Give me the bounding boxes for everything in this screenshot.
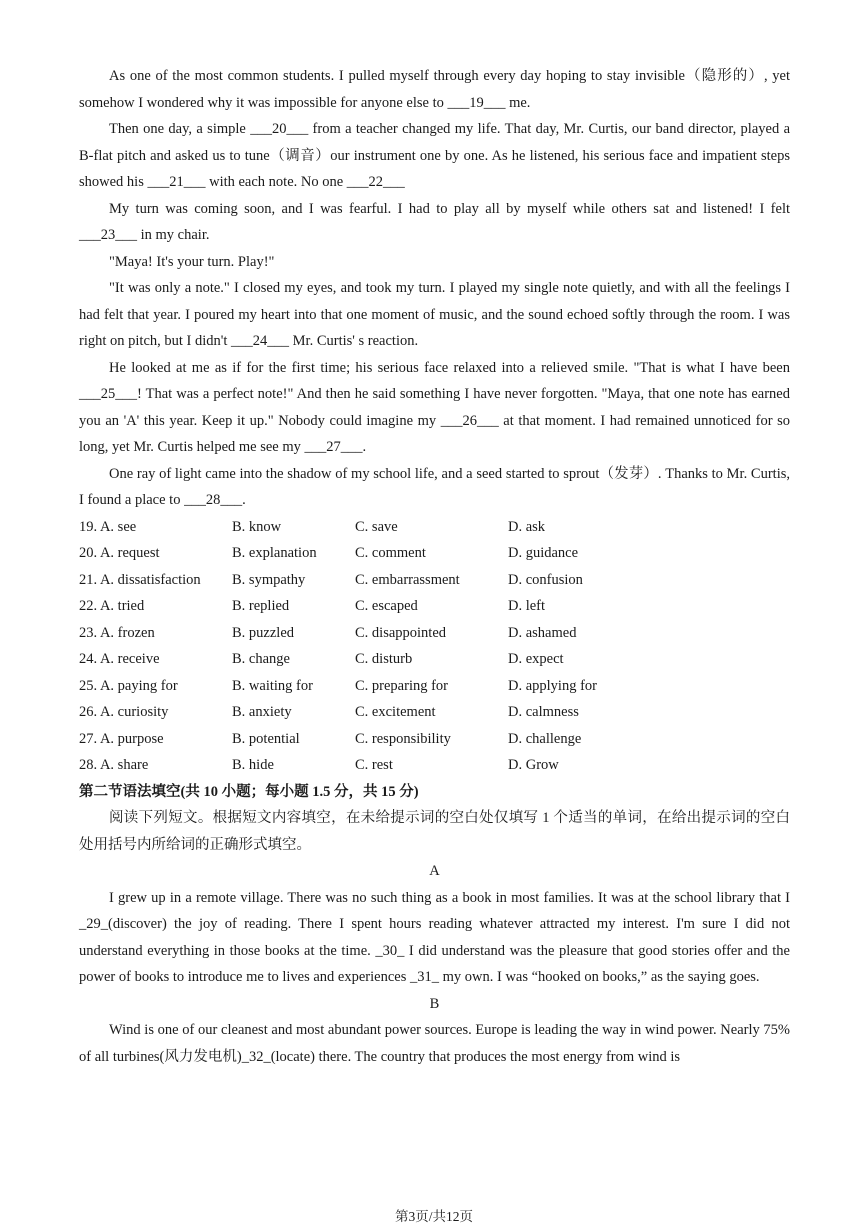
page-footer: 第3页/共12页	[394, 1209, 473, 1224]
option-row-28	[79, 752, 790, 779]
options-list	[79, 514, 790, 779]
option-a: 20. A. request	[79, 545, 160, 561]
option-row-19	[79, 514, 790, 541]
option-c: C. disturb	[355, 651, 413, 667]
option-c: C. save	[355, 518, 398, 535]
option-d: D. guidance	[508, 545, 579, 561]
option-c: C. comment	[355, 545, 426, 561]
option-d: D. ashamed	[508, 624, 577, 641]
passage-paragraph-5: "It was only a note." I closed my eyes, and took my turn. I played my single note quietly, and with all the feelings I had felt that year. I poured my heart into that one moment of music, and the sound echoed softly through the room. I was right on pitch, but I didn't ___24___ Mr. Curtis' s reaction.	[79, 280, 790, 349]
section-instruction: 阅读下列短文。根据短文内容填空，在未给提示词的空白处仅填写 1 个适当的单词，在给出提示词的空白处用括号内所给词的正确形式填空。	[79, 810, 790, 853]
option-b: B. explanation	[232, 545, 317, 561]
option-b: B. change	[232, 651, 290, 667]
page-content	[79, 63, 790, 1070]
section-title: 第二节语法填空(共 10 小题；每小题 1.5 分，共 15 分)	[79, 783, 419, 800]
option-c: C. escaped	[355, 598, 418, 614]
passage-paragraph-6: He looked at me as if for the first time; his serious face relaxed into a relieved smile. "That is what I have been ___25___! That was a perfect note!" And then he said something I have never forgotten. "Maya, that one note has earned you an 'A' this year. Keep it up." Nobody could imagine my ___26___ at that moment. I had remained unnoticed for so long, yet Mr. Curtis helped me see my ___27___.	[79, 359, 790, 455]
option-a: 23. A. frozen	[79, 624, 155, 641]
option-d: D. calmness	[508, 704, 579, 720]
option-a: 19. A. see	[79, 518, 137, 535]
passage-paragraph-2: Then one day, a simple ___20___ from a teacher changed my life. That day, Mr. Curtis, our band director, played a B-flat pitch and asked us to tune（调音）our instrument one by one. As he listened, his serious face and impatient steps showed his ___21___ with each note. No one ___22___	[79, 121, 790, 190]
option-row-21	[79, 567, 790, 594]
option-b: B. replied	[232, 598, 290, 614]
passage-paragraph-7: One ray of light came into the shadow of my school life, and a seed started to sprout（发芽）. Thanks to Mr. Curtis, I found a place to ___28___.	[79, 465, 790, 508]
option-d: D. challenge	[508, 730, 582, 747]
option-row-20	[79, 540, 790, 567]
option-c: C. preparing for	[355, 677, 449, 694]
option-d: D. confusion	[508, 571, 583, 588]
option-row-22	[79, 593, 790, 620]
option-c: C. disappointed	[355, 624, 447, 641]
option-d: D. Grow	[508, 757, 559, 773]
option-b: B. know	[232, 518, 282, 535]
passage-paragraph-1: As one of the most common students. I pulled myself through every day hoping to stay invisible（隐形的）, yet somehow I wondered why it was impossible for anyone else to ___19___ me.	[79, 68, 790, 111]
option-a: 25. A. paying for	[79, 677, 178, 694]
option-b: B. waiting for	[232, 677, 313, 694]
option-b: B. hide	[232, 757, 274, 773]
option-a: 24. A. receive	[79, 651, 160, 667]
option-d: D. ask	[508, 518, 546, 535]
option-b: B. potential	[232, 730, 300, 747]
passage-b-text: Wind is one of our cleanest and most abundant power sources. Europe is leading the way in wind power. Nearly 75% of all turbines(风力发电机)_32_(locate) there. The country that produces the most energy from wind is	[79, 1022, 790, 1065]
passage-paragraph-3: My turn was coming soon, and I was fearful. I had to play all by myself while others sat and listened! I felt ___23___ in my chair.	[79, 200, 790, 243]
option-d: D. left	[508, 598, 546, 614]
option-c: C. excitement	[355, 704, 436, 720]
option-c: C. embarrassment	[355, 571, 460, 588]
option-b: B. puzzled	[232, 624, 295, 641]
option-row-24	[79, 646, 790, 673]
passage-a-text: I grew up in a remote village. There was no such thing as a book in most families. It was at the school library that I _29_(discover) the joy of reading. There I spent hours reading whatever attracted my interest. I'm sure I did not understand everything in those books at the time. _30_ I did understand was the pleasure that good stories offer and the power of books to introduce me to lives and experiences _31_ my own. I was “hooked on books,” as the saying goes.	[79, 889, 790, 985]
option-a: 28. A. share	[79, 757, 149, 773]
option-a: 26. A. curiosity	[79, 704, 169, 720]
option-a: 22. A. tried	[79, 598, 145, 614]
option-d: D. applying for	[508, 677, 597, 694]
option-a: 21. A. dissatisfaction	[79, 571, 201, 588]
option-row-26	[79, 699, 790, 726]
option-c: C. rest	[355, 757, 393, 773]
option-b: B. anxiety	[232, 704, 292, 720]
option-d: D. expect	[508, 651, 564, 667]
option-row-23	[79, 620, 790, 647]
option-a: 27. A. purpose	[79, 730, 164, 747]
passage-paragraph-4: "Maya! It's your turn. Play!"	[109, 253, 275, 270]
option-c: C. responsibility	[355, 730, 451, 747]
passage-label-b: B	[429, 995, 440, 1012]
option-b: B. sympathy	[232, 571, 306, 588]
option-row-27	[79, 726, 790, 753]
passage-label-a: A	[429, 863, 440, 879]
option-row-25	[79, 673, 790, 700]
